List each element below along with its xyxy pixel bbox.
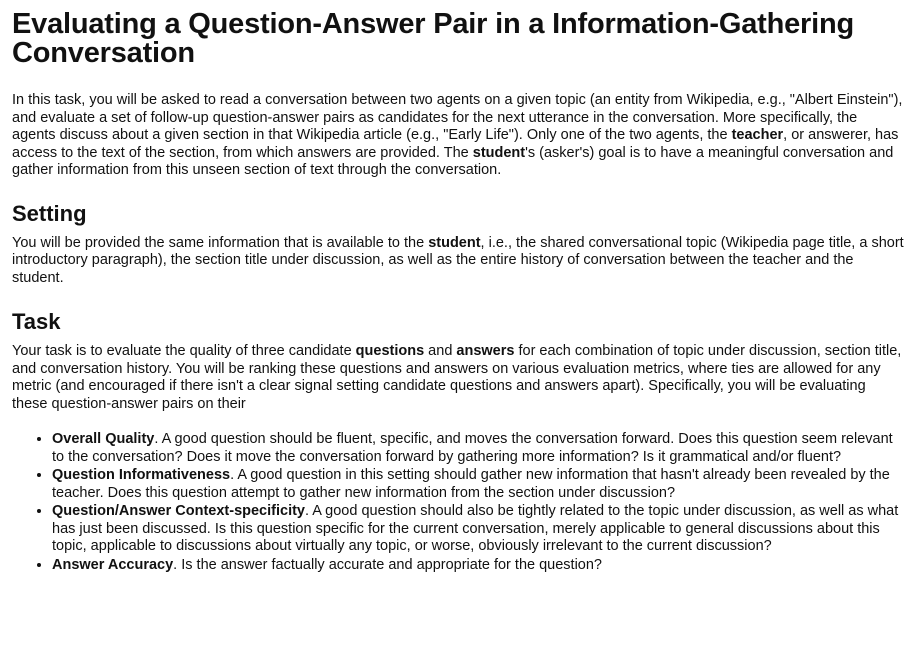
task-heading: Task — [12, 309, 61, 334]
criterion-name: Question/Answer Context-specificity — [52, 503, 305, 519]
student-term: student — [428, 234, 481, 251]
criterion-name: Answer Accuracy — [52, 556, 174, 573]
criterion-answer-accuracy — [52, 557, 904, 575]
answers-term: answers — [456, 343, 515, 359]
criterion-description: . A good question should be fluent, specific, and moves the conversation forward. Does this question seem relevant to the conversation? Does it move the conversation forward by gathering more information? Is it grammatical and/or fluent? — [52, 431, 893, 465]
criteria-list — [12, 431, 904, 574]
teacher-term: teacher — [731, 127, 784, 143]
criterion-description: . A good question in this setting should gather new information that hasn't already been revealed by the teacher. Does this question attempt to gather new information from the section under discussion? — [52, 467, 890, 501]
setting-paragraph: You will be provided the same information that is available to the student, i.e., the shared conversational topic (Wikipedia page title, a short introductory paragraph), the section title under discussion, as well as the entire history of conversation between the teacher and the student. — [12, 234, 904, 286]
criterion-name: Question Informativeness — [52, 467, 231, 483]
criterion-name: Overall Quality — [52, 431, 155, 447]
task-paragraph: Your task is to evaluate the quality of three candidate questions and answers for each combination of topic under discussion, section title, and conversation history. You will be ranking these questions and answers on various evaluation metrics, where ties are allowed for any metric (and encouraged if there isn't a clear signal setting candidate questions and answers apart). Specifically, you will be evaluating these question-answer pairs on their — [12, 343, 902, 412]
page-title: Evaluating a Question-Answer Pair in a Information-Gathering Conversation — [12, 8, 855, 69]
criterion-description: . A good question should also be tightly related to the topic under discussion, as well as what has just been discussed. Is this question specific for the current conversation, merely applicable to general discussions about this topic, applicable to discussions about virtually any topic, or worse, obviously irrelevant to the current discussion? — [52, 503, 899, 554]
student-term: student — [472, 144, 526, 161]
questions-term: questions — [355, 343, 425, 359]
criterion-question-informativeness — [52, 467, 904, 502]
setting-heading: Setting — [12, 200, 87, 226]
intro-paragraph: In this task, you will be asked to read a conversation between two agents on a given topic (an entity from Wikipedia, e.g., "Albert Einstein"), and evaluate a set of follow-up question-answer pairs as candidates for the next utterance in the conversation. More specifically, the agents discuss about a given section in that Wikipedia article (e.g., "Early Life"). Only one of the two agents, the teacher, or answerer, has access to the text of the section, from which answers are provided. The student's (asker's) goal is to have a meaningful conversation and gather information from this unseen section of text through the conversation. — [12, 92, 903, 178]
criterion-context-specificity — [52, 503, 904, 556]
criterion-overall-quality — [52, 431, 904, 466]
criterion-description: . Is the answer factually accurate and appropriate for the question? — [173, 556, 602, 573]
